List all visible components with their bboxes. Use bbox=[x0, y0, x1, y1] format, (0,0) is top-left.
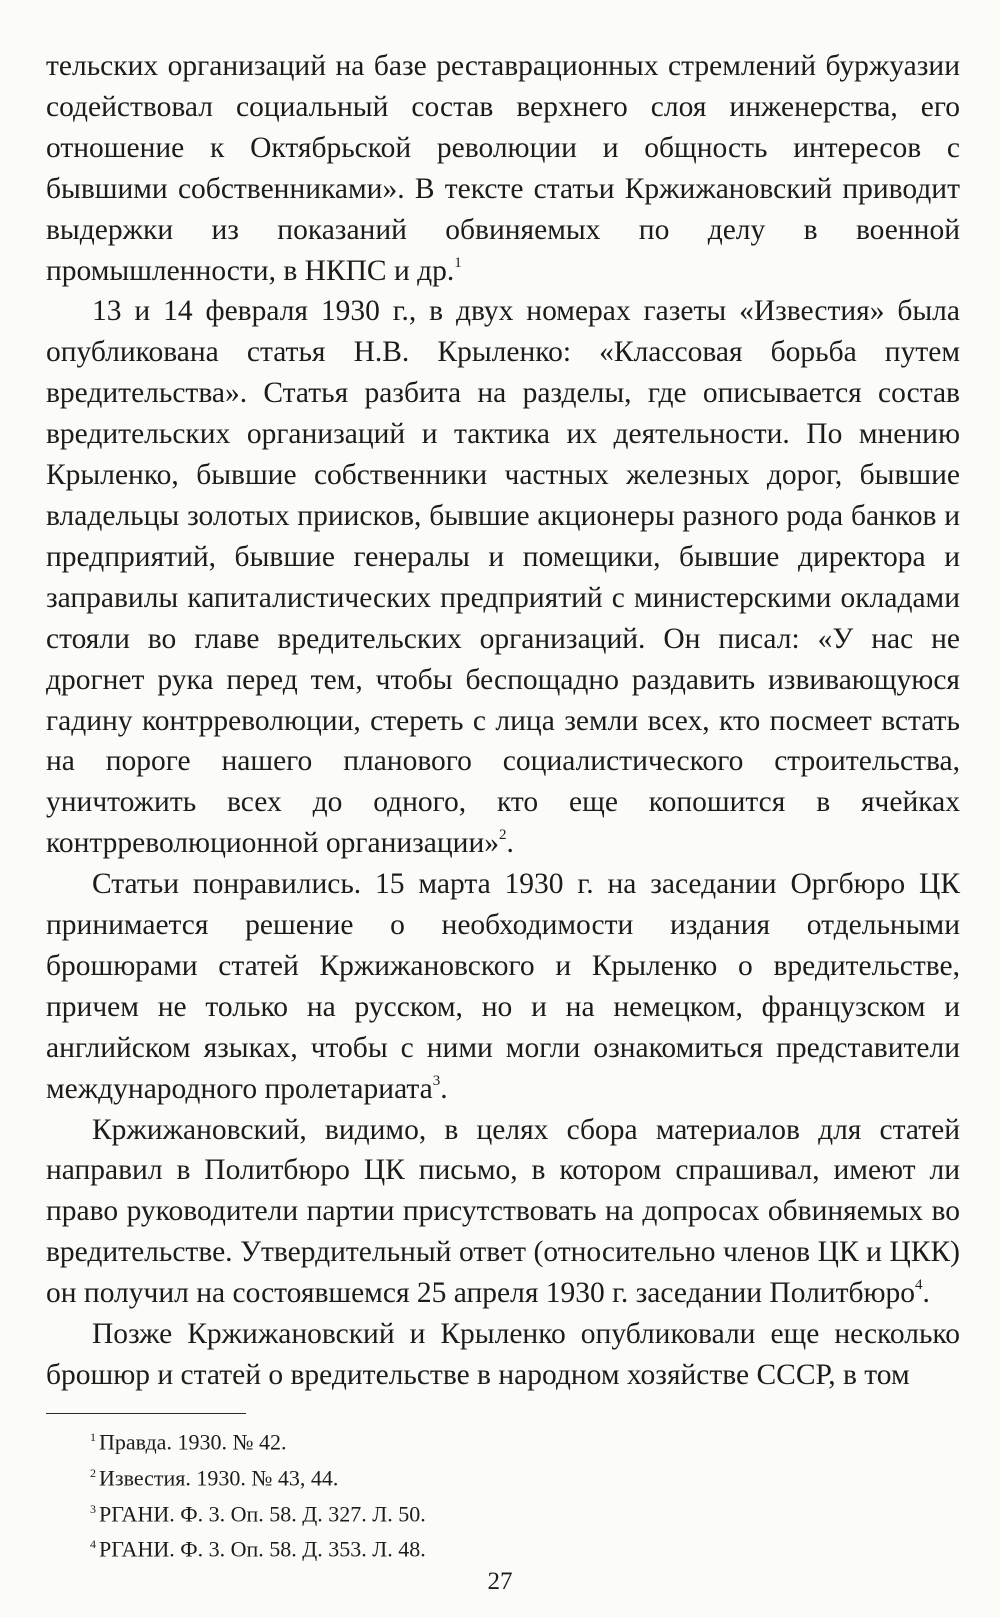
paragraph-text: Позже Кржижановский и Крыленко опубликовали еще несколько брошюр и статей о вредительстве в народном хозяйстве СССР, в том bbox=[46, 1318, 960, 1391]
paragraph bbox=[46, 46, 960, 291]
paragraph-text: . bbox=[922, 1277, 930, 1310]
footnote-number: 1 bbox=[90, 1430, 96, 1444]
footnote bbox=[90, 1494, 426, 1530]
footnote-number: 4 bbox=[90, 1537, 96, 1552]
paragraph-text: Статьи понравились. 15 марта 1930 г. на заседании Оргбюро ЦК принимается решение о необходимости издания отдельными брошюрами статей Кржижановского и Крыленко о вредительстве, причем не только на русском, но и на немецком, французском и английском языках, чтобы с ними могли ознакомиться представители международного пролетариата bbox=[46, 868, 960, 1105]
footnote-text: Известия. 1930. № 43, 44. bbox=[99, 1465, 339, 1491]
footnote-reference: 3 bbox=[432, 1072, 441, 1089]
footnote-text: РГАНИ. Ф. 3. Оп. 58. Д. 327. Л. 50. bbox=[99, 1500, 426, 1526]
paragraph-text: . bbox=[440, 1072, 448, 1105]
footnote-number: 3 bbox=[90, 1501, 96, 1516]
footnotes bbox=[90, 1422, 426, 1565]
footnote bbox=[90, 1529, 426, 1565]
footnote bbox=[90, 1422, 426, 1458]
footnote-text: РГАНИ. Ф. 3. Оп. 58. Д. 353. Л. 48. bbox=[99, 1536, 426, 1562]
paragraph bbox=[46, 864, 960, 1109]
footnote-reference: 2 bbox=[499, 827, 507, 844]
paragraph bbox=[46, 1110, 960, 1315]
footnote-reference: 4 bbox=[915, 1277, 923, 1294]
footnote-divider bbox=[46, 1413, 246, 1414]
paragraph-text: 13 и 14 февраля 1930 г., в двух номерах газеты «Известия» была опубликована статья Н.В. Крыленко: «Классовая борьба путем вредительства». Статья разбита на разделы, где описывается состав вредительских организаций и тактика их деятельности. По мнению Крыленко, бывшие собственники частных железных дорог, бывшие владельцы золотых приисков, бывшие акционеры разного рода банков и предприятий, бывшие генералы и помещики, бывшие директора и заправилы капиталистических предприятий с министерскими окладами стояли во главе вредительских организаций. Он писал: «У нас не дрогнет рука перед тем, чтобы беспощадно раздавить извивающуюся гадину контрреволюции, стереть с лица земли всех, кто посмеет встать на пороге нашего планового социалистического строительства, уничтожить всех до одного, кто еще копошится в ячейках контрреволюционной организации» bbox=[46, 295, 960, 860]
footnote-number: 2 bbox=[90, 1465, 96, 1480]
footnote-text: Правда. 1930. № 42. bbox=[99, 1429, 287, 1455]
paragraph-text: . bbox=[506, 827, 514, 860]
paragraph-text: тельских организаций на базе реставрационных стремлений буржуазии содействовал социальный состав верхнего слоя инженерства, его отношение к Октябрьской революции и общность интересов с бывшими собственниками». В тексте статьи Кржижановский приводит выдержки из показаний обвиняемых по делу в военной промышленности, в НКПС и др. bbox=[46, 50, 960, 287]
main-text bbox=[46, 46, 960, 1396]
paragraph bbox=[46, 291, 960, 864]
paragraph bbox=[46, 1314, 960, 1396]
page-number: 27 bbox=[487, 1568, 513, 1595]
paragraph-text: Кржижановский, видимо, в целях сбора материалов для статей направил в Политбюро ЦК письмо, в котором спрашивал, имеют ли право руководители партии присутствовать на допросах обвиняемых во вредительстве. Утвердительный ответ (относительно членов ЦК и ЦКК) он получил на состоявшемся 25 апреля 1930 г. заседании Политбюро bbox=[46, 1113, 960, 1310]
footnote-reference: 1 bbox=[454, 254, 462, 271]
footnote bbox=[90, 1458, 426, 1494]
